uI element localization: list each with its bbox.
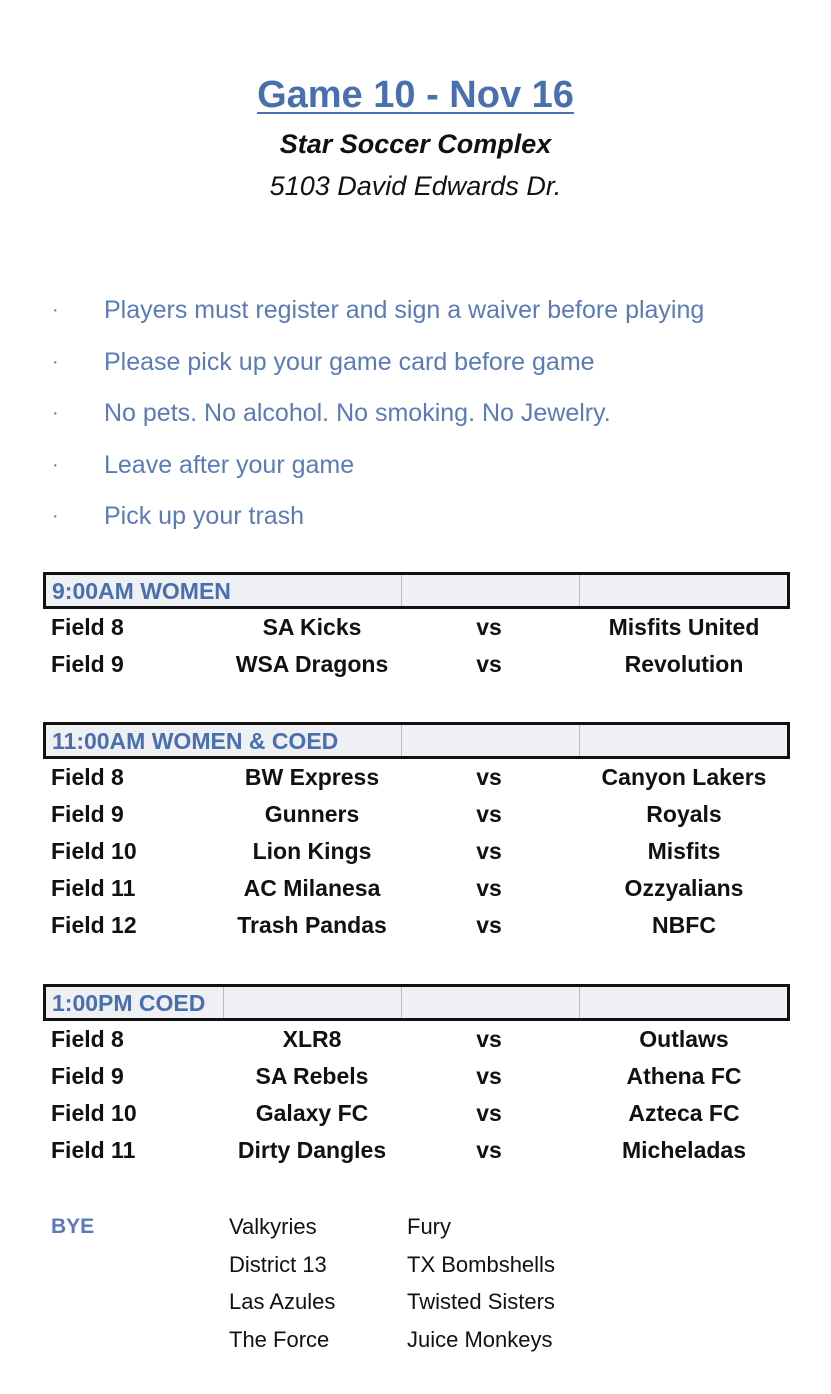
bullet-icon: ·	[52, 350, 59, 373]
section-header	[43, 572, 790, 609]
table-row	[43, 1058, 790, 1095]
table-row	[43, 609, 790, 646]
vs-cell: vs	[476, 912, 502, 938]
field-cell: Field 9	[51, 651, 124, 677]
home-team-cell: Trash Pandas	[237, 912, 387, 938]
home-team-cell: Gunners	[264, 801, 360, 827]
rule-text: Leave after your game	[104, 450, 355, 479]
bye-column-2	[407, 1208, 555, 1358]
away-team-cell: Misfits	[647, 838, 721, 864]
rule-item	[0, 493, 831, 545]
vs-cell: vs	[476, 651, 502, 677]
home-team-cell: Dirty Dangles	[237, 1137, 387, 1163]
away-team-cell: Ozzyalians	[624, 875, 744, 901]
away-team-cell: Micheladas	[622, 1137, 746, 1163]
header-divider	[401, 575, 402, 606]
away-team-cell: Misfits United	[608, 614, 760, 640]
section-header	[43, 984, 790, 1021]
venue-name: Star Soccer Complex	[279, 129, 552, 159]
bye-team: The Force	[229, 1326, 330, 1352]
table-row	[43, 646, 790, 683]
field-cell: Field 11	[51, 875, 136, 901]
header-divider	[401, 725, 402, 756]
field-cell: Field 10	[51, 1100, 137, 1126]
header-divider	[223, 987, 224, 1018]
section-title: 11:00AM WOMEN & COED	[52, 728, 339, 754]
bye-team: Las Azules	[229, 1289, 336, 1314]
bye-team: District 13	[229, 1251, 327, 1277]
rule-item	[0, 442, 831, 494]
section-title: 1:00PM COED	[52, 990, 206, 1016]
home-team-cell: WSA Dragons	[235, 651, 389, 677]
rule-item	[0, 339, 831, 391]
table-row	[43, 833, 790, 870]
table-row	[43, 1095, 790, 1132]
table-row	[43, 870, 790, 907]
vs-cell: vs	[476, 614, 502, 640]
venue-address: 5103 David Edwards Dr.	[269, 171, 562, 201]
away-team-cell: Athena FC	[626, 1063, 742, 1089]
bye-label: BYE	[51, 1215, 95, 1238]
home-team-cell: Lion Kings	[252, 838, 372, 864]
rule-item	[0, 390, 831, 442]
away-team-cell: Outlaws	[639, 1026, 729, 1052]
vs-cell: vs	[476, 801, 502, 827]
home-team-cell: Galaxy FC	[255, 1100, 369, 1126]
vs-cell: vs	[476, 1063, 502, 1089]
vs-cell: vs	[476, 875, 502, 901]
bullet-icon: ·	[52, 402, 59, 424]
bye-team: Valkyries	[229, 1214, 317, 1239]
rule-text: Pick up your trash	[104, 502, 305, 530]
section-title: 9:00AM WOMEN	[52, 578, 231, 604]
bye-team: Juice Monkeys	[407, 1326, 553, 1352]
home-team-cell: SA Rebels	[255, 1063, 369, 1089]
field-cell: Field 8	[51, 1026, 124, 1052]
field-cell: Field 8	[51, 764, 124, 790]
bullet-icon: ·	[52, 453, 59, 476]
field-cell: Field 10	[51, 838, 137, 864]
field-cell: Field 9	[51, 1063, 124, 1089]
vs-cell: vs	[476, 1026, 502, 1052]
table-row	[43, 796, 790, 833]
away-team-cell: Azteca FC	[628, 1100, 740, 1126]
bye-team: Fury	[407, 1214, 451, 1239]
table-row	[43, 907, 790, 944]
rule-item	[0, 287, 831, 339]
home-team-cell: SA Kicks	[262, 614, 362, 640]
table-row	[43, 759, 790, 796]
page-title: Game 10 - Nov 16	[257, 74, 574, 116]
header-divider	[401, 987, 402, 1018]
rule-text: Players must register and sign a waiver before playing	[104, 296, 705, 324]
bye-column-1	[229, 1208, 335, 1358]
field-cell: Field 11	[51, 1137, 136, 1163]
away-team-cell: NBFC	[652, 912, 716, 938]
rules-list	[0, 287, 831, 545]
away-team-cell: Royals	[646, 801, 722, 827]
bullet-icon: ·	[52, 299, 59, 321]
schedule-section-11am	[43, 722, 790, 944]
table-row	[43, 1132, 790, 1169]
header-divider	[579, 725, 580, 756]
field-cell: Field 12	[51, 912, 137, 938]
field-cell: Field 8	[51, 614, 124, 640]
vs-cell: vs	[476, 838, 502, 864]
home-team-cell: AC Milanesa	[243, 875, 381, 901]
section-header	[43, 722, 790, 759]
bullet-icon: ·	[52, 505, 59, 527]
table-row	[43, 1021, 790, 1058]
field-cell: Field 9	[51, 801, 124, 827]
away-team-cell: Revolution	[624, 651, 744, 677]
schedule-section-1pm	[43, 984, 790, 1169]
bye-team: TX Bombshells	[407, 1251, 555, 1277]
vs-cell: vs	[476, 1137, 502, 1163]
vs-cell: vs	[476, 1100, 502, 1126]
header-divider	[579, 987, 580, 1018]
home-team-cell: XLR8	[282, 1026, 342, 1052]
page-header	[0, 70, 831, 206]
home-team-cell: BW Express	[244, 764, 380, 790]
rule-text: Please pick up your game card before game	[104, 347, 595, 376]
vs-cell: vs	[476, 764, 502, 790]
rule-text: No pets. No alcohol. No smoking. No Jewelry.	[104, 399, 611, 427]
bye-team: Twisted Sisters	[407, 1289, 555, 1314]
schedule-section-9am	[43, 572, 790, 683]
away-team-cell: Canyon Lakers	[601, 764, 767, 790]
header-divider	[579, 575, 580, 606]
